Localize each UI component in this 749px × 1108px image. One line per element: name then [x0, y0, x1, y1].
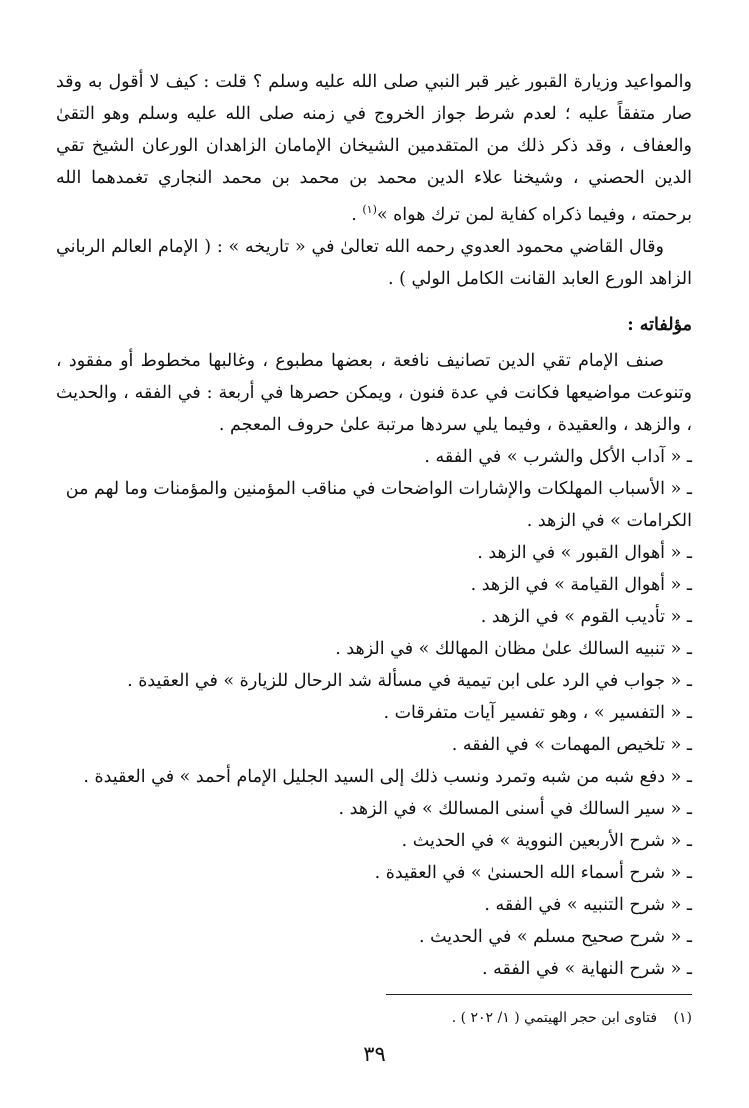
list-item: ـ « سير السالك في أسنى المسالك » في الزهد .	[338, 798, 692, 819]
list-item: ـ « شرح التنبيه » في الفقه .	[484, 894, 692, 915]
list-item: ـ « تنبيه السالك علىٰ مظان المهالك » في الزهد .	[335, 638, 692, 659]
list-item: ـ « تأديب القوم » في الزهد .	[480, 606, 692, 627]
main-text	[56, 66, 692, 985]
paragraph-works-intro: صنف الإمام تقي الدين تصانيف نافعة ، بعضها مطبوع ، وغالبها مخطوط أو مفقود ، وتنوعت مواضيعها فكانت في عدة فنون ، ويمكن حصرها في أربعة : في الفقه ، والحديث ، والزهد ، والعقيدة ، وفيما يلي سردها مرتبة علىٰ حروف المعجم .	[56, 350, 692, 435]
list-item: ـ « شرح النهاية » في الفقه .	[481, 958, 692, 979]
list-item: ـ « أهوال القبور » في الزهد .	[477, 542, 692, 563]
footnote	[292, 1008, 692, 1028]
list-item: ـ « التفسير » ، وهو تفسير آيات متفرقات .	[383, 702, 692, 723]
footnote-text: فتاوى ابن حجر الهيتمي ( ١/ ٢٠٢ ) .	[451, 1010, 658, 1026]
paragraph-1-end: .	[351, 204, 363, 225]
footnote-number: (١)	[673, 1010, 692, 1026]
footnote-divider	[386, 994, 692, 995]
list-item: ـ « شرح الأربعين النووية » في الحديث .	[401, 830, 692, 851]
list-item: ـ « شرح أسماء الله الحسنىٰ » في العقيدة .	[374, 862, 692, 883]
list-item: ـ « آداب الأكل والشرب » في الفقه .	[424, 446, 692, 467]
paragraph-1-text: والمواعيد وزيارة القبور غير قبر النبي صلى الله عليه وسلم ؟ قلت : كيف لا أقول به وقد صار متفقاً عليه ؛ لعدم شرط جواز الخروج في زمنه صلى الله عليه وسلم وهو التقىٰ والعفاف ، وقد ذكر ذلك من المتقدمين الشيخان الإمامان الزاهدان الورعان الشيخ تقي الدين الحصني ، وشيخنا علاء الدين محمد بن محمد بن محمد النجاري تغمدهما الله برحمته ، وفيما ذكراه كفاية لمن ترك هواه »	[56, 72, 692, 225]
list-item: ـ « أهوال القيامة » في الزهد .	[470, 574, 692, 595]
list-item: ـ « جواب في الرد على ابن تيمية في مسألة شد الرحال للزيارة » في العقيدة .	[127, 670, 692, 691]
list-item: ـ « دفع شبه من شبه وتمرد ونسب ذلك إلى السيد الجليل الإمام أحمد » في العقيدة .	[83, 766, 692, 787]
section-heading-works: مؤلفاته :	[627, 314, 692, 335]
list-item: ـ « تلخيص المهمات » في الفقه .	[451, 734, 692, 755]
footnote-marker: (١)	[362, 203, 377, 216]
page-number: ٣٩	[363, 1042, 386, 1066]
list-item: ـ « شرح صحيح مسلم » في الحديث .	[418, 926, 692, 947]
paragraph-judge-quote: وقال القاضي محمود العدوي رحمه الله تعالىٰ في « تاريخه » : ( الإمام العالم الرباني الزاهد الورع العابد القانت الكامل الولي ) .	[56, 236, 692, 289]
list-item: ـ « الأسباب المهلكات والإشارات الواضحات في مناقب المؤمنين والمؤمنات وما لهم من الكرامات » في الزهد .	[65, 478, 692, 531]
paragraph-quote-continuation	[56, 66, 692, 231]
works-list	[56, 441, 692, 985]
